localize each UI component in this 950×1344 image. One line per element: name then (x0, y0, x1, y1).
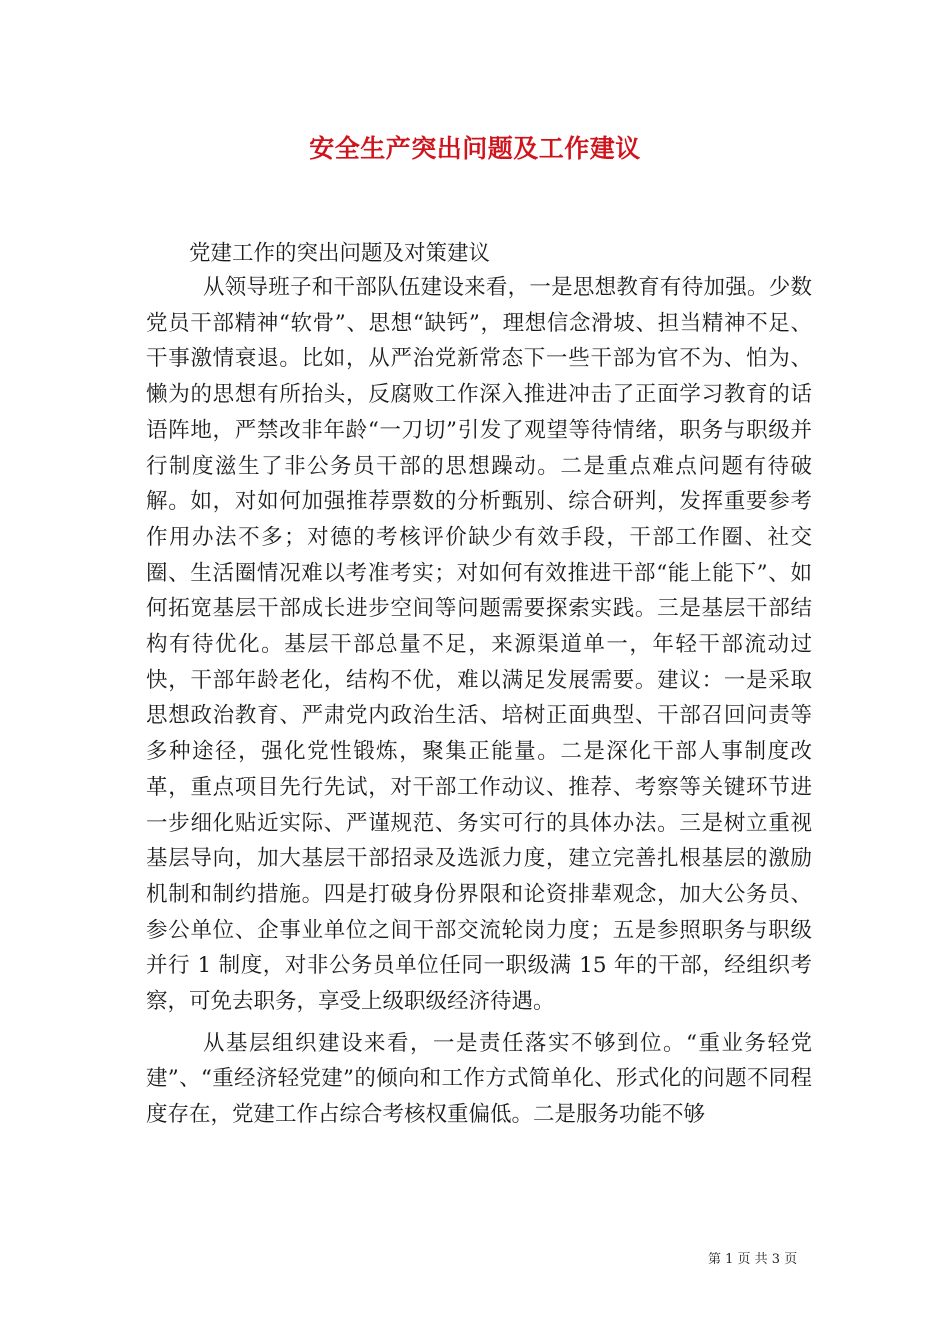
body-paragraph: 从领导班子和干部队伍建设来看，一是思想教育有待加强。少数党员干部精神“软骨”、思想“缺钙”，理想信念滑坡、担当精神不足、干事激情衰退。比如，从严治党新常态下一些干部为官不为、怕为、懒为的思想有所抬头，反腐败工作深入推进冲击了正面学习教育的话语阵地，严禁改非年龄“一刀切”引发了观望等待情绪，职务与职级并行制度滋生了非公务员干部的思想躁动。二是重点难点问题有待破解。如，对如何加强推荐票数的分析甄别、综合研判，发挥重要参考作用办法不多；对德的考核评价缺少有效手段，干部工作圈、社交圈、生活圈情况难以考准考实；对如何有效推进干部“能上能下”、如何拓宽基层干部成长进步空间等问题需要探索实践。三是基层干部结构有待优化。基层干部总量不足，来源渠道单一，年轻干部流动过快，干部年龄老化，结构不优，难以满足发展需要。建议：一是采取思想政治教育、严肃党内政治生活、培树正面典型、干部召回问责等多种途径，强化党性锻炼，聚集正能量。二是深化干部人事制度改革，重点项目先行先试，对干部工作动议、推荐、考察等关键环节进一步细化贴近实际、严谨规范、务实可行的具体办法。三是树立重视基层导向，加大基层干部招录及选派力度，建立完善扎根基层的激励机制和制约措施。四是打破身份界限和论资排辈观念，加大公务员、参公单位、企事业单位之间干部交流轮岗力度；五是参照职务与职级并行 1 制度，对非公务员单位任同一职级满 15 年的干部，经组织考察，可免去职务，享受上级职级经济待遇。 (146, 275, 813, 1015)
page-number-footer: 第 1 页 共 3 页 (708, 1252, 798, 1267)
section-subtitle: 党建工作的突出问题及对策建议 (189, 241, 491, 266)
document-title: 安全生产突出问题及工作建议 (309, 134, 641, 163)
body-paragraph: 从基层组织建设来看，一是责任落实不够到位。“重业务轻党建”、“重经济轻党建”的倾向和工作方式简单化、形式化的问题不同程度存在，党建工作占综合考核权重偏低。二是服务功能不够 (146, 1030, 812, 1128)
document-body (146, 238, 812, 1133)
